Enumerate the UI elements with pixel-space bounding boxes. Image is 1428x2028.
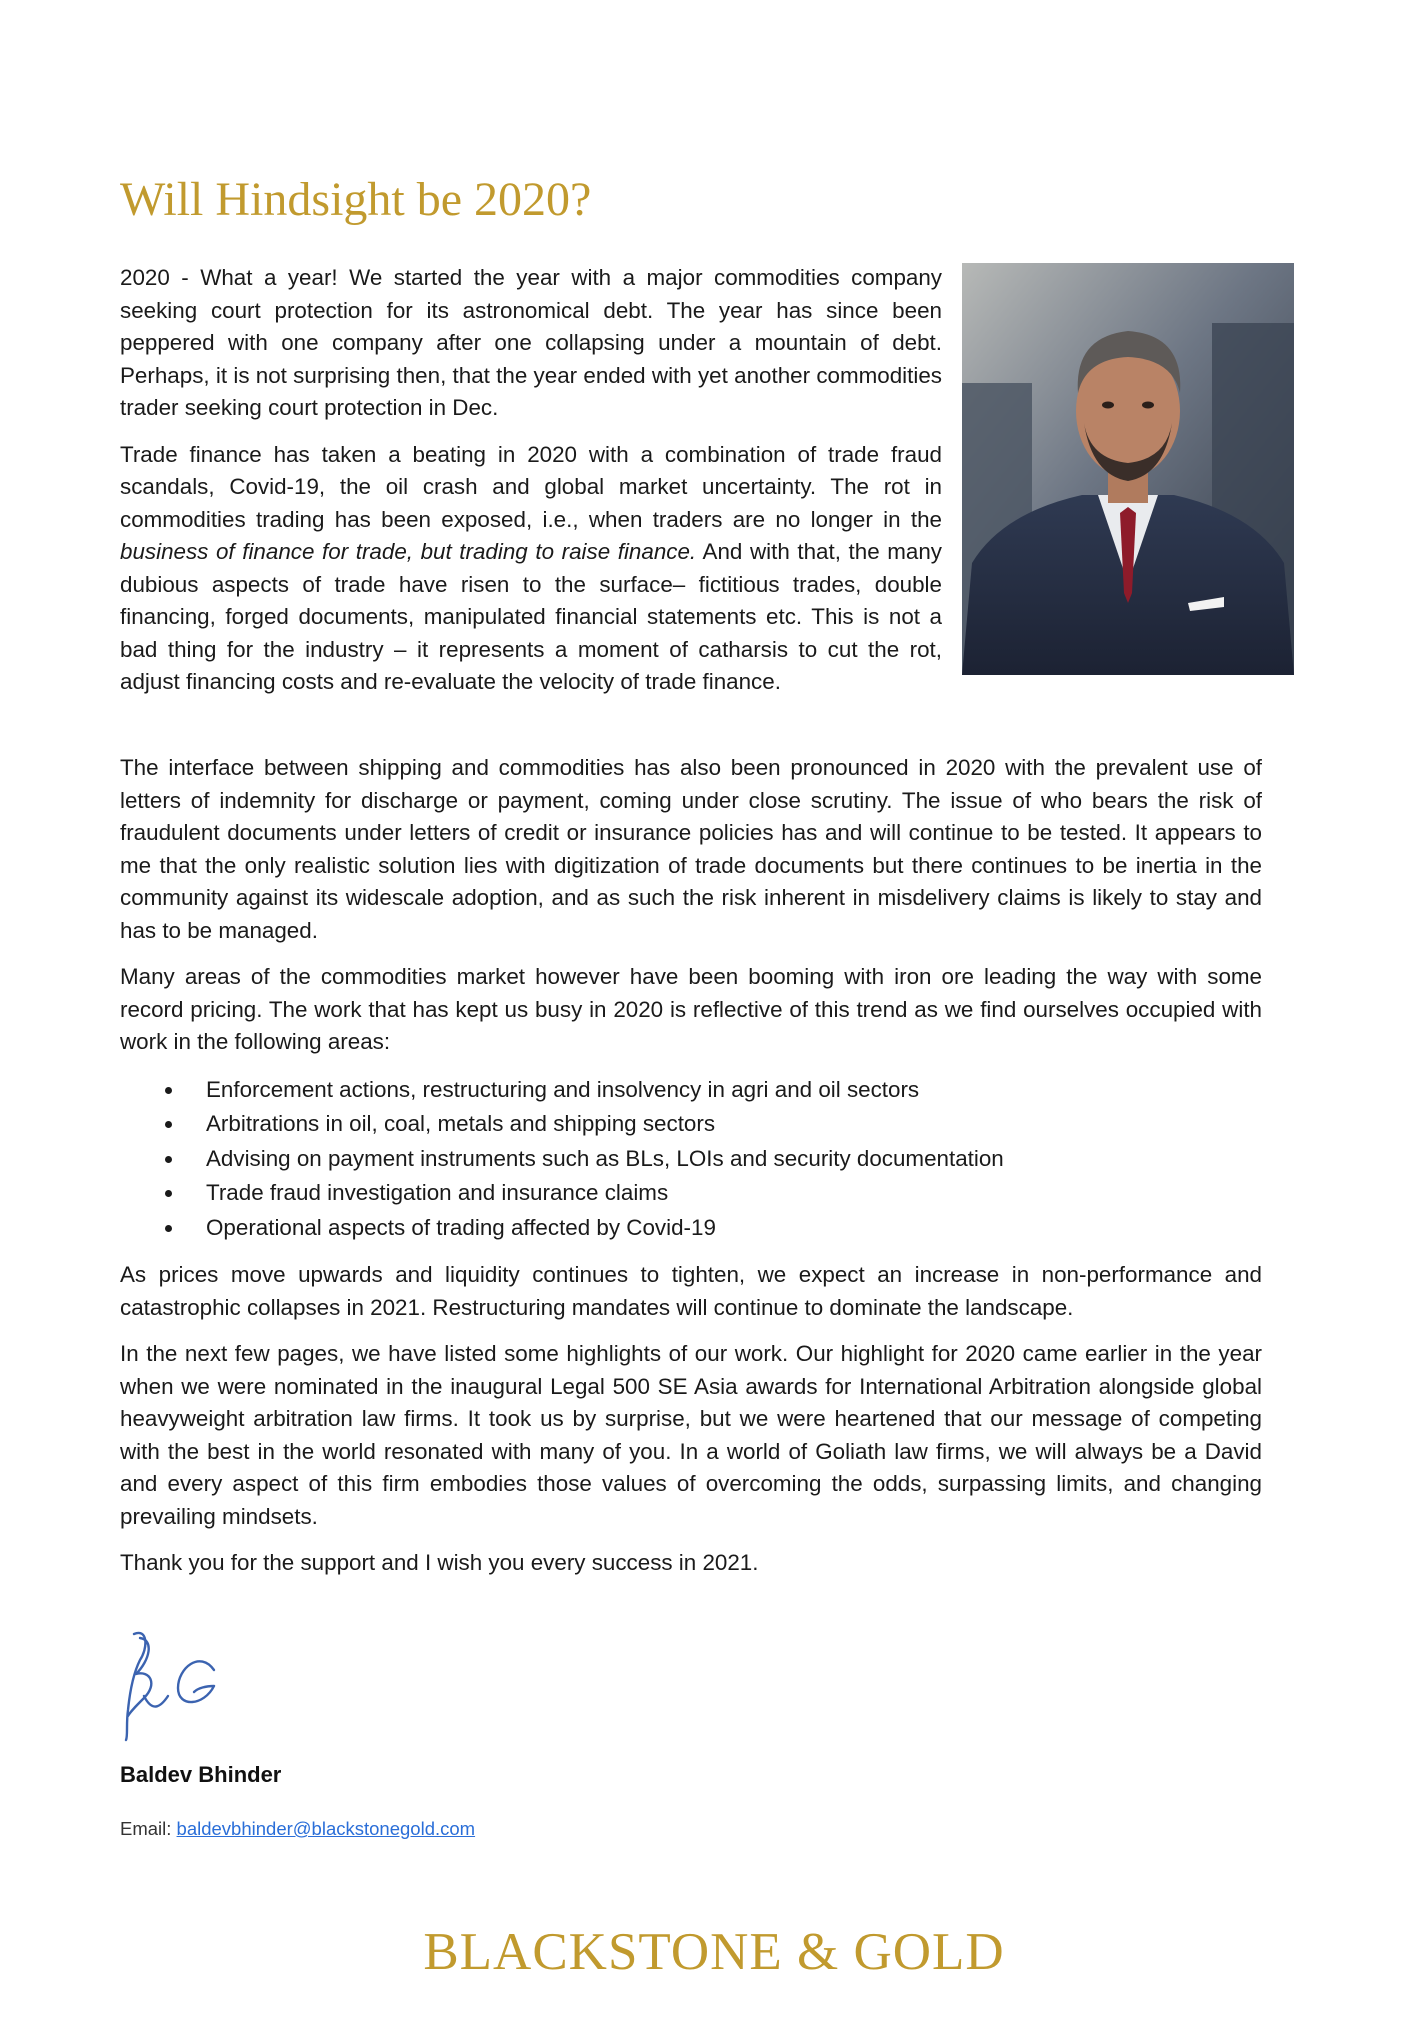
- shipping-paragraph: The interface between shipping and commodities has also been pronounced in 2020 with the prevalent use of letters of indemnity for discharge or payment, coming under close scrutiny. The issue of who bears the risk of fraudulent documents under letters of credit or insurance policies has and will continue to be tested. It appears to me that the only realistic solution lies with digitization of trade documents but there continues to be inertia in the community against its widescale adoption, and as such the risk inherent in misdelivery claims is likely to stay and has to be managed.: [120, 755, 1262, 943]
- bullet-icon: [165, 1225, 172, 1232]
- emphasis-text: business of finance for trade, but trading to raise finance.: [120, 539, 697, 564]
- market-paragraph: Many areas of the commodities market however have been booming with iron ore leading the way with some record pricing. The work that has kept us busy in 2020 is reflective of this trend as we find ourselves occupied with work in the following areas:: [120, 964, 1262, 1054]
- thanks-paragraph: Thank you for the support and I wish you every success in 2021.: [120, 1550, 759, 1575]
- list-item: Enforcement actions, restructuring and insolvency in agri and oil sectors: [120, 1073, 1262, 1108]
- email-link[interactable]: baldevbhinder@blackstonegold.com: [176, 1818, 476, 1839]
- intro-paragraph: 2020 - What a year! We started the year with a major commodities company seeking court protection for its astronomical debt. The year has since been peppered with one company after one collapsing under a mountain of debt. Perhaps, it is not surprising then, that the year ended with yet another commodities trader seeking court protection in Dec.: [120, 265, 942, 420]
- list-item: Operational aspects of trading affected by Covid-19: [120, 1211, 1262, 1246]
- bullet-icon: [165, 1190, 172, 1197]
- bullet-icon: [165, 1121, 172, 1128]
- page-title: Will Hindsight be 2020?: [120, 173, 592, 226]
- email-line: [120, 1818, 475, 1840]
- email-label: Email:: [120, 1818, 177, 1839]
- bullet-icon: [165, 1087, 172, 1094]
- highlights-paragraph: In the next few pages, we have listed some highlights of our work. Our highlight for 2020 came earlier in the year when we were nominated in the inaugural Legal 500 SE Asia awards for International Arbitration alongside global heavyweight arbitration law firms. It took us by surprise, but we were heartened that our message of competing with the best in the world resonated with many of you. In a world of Goliath law firms, we will always be a David and every aspect of this firm embodies those values of overcoming the odds, surpassing limits, and changing prevailing mindsets.: [120, 1341, 1262, 1529]
- body-section: [120, 752, 1262, 1594]
- outlook-paragraph: As prices move upwards and liquidity continues to tighten, we expect an increase in non-performance and catastrophic collapses in 2021. Restructuring mandates will continue to dominate the landscape.: [120, 1262, 1262, 1320]
- bullet-icon: [165, 1156, 172, 1163]
- trade-finance-paragraph: Trade finance has taken a beating in 2020 with a combination of trade fraud scandals, Covid-19, the oil crash and global market uncertainty. The rot in commodities trading has been exposed, i.e., when traders are no longer in the business of finance for trade, but trading to raise finance. And with that, the many dubious aspects of trade have risen to the surface– fictitious trades, double financing, forged documents, manipulated financial statements etc. This is not a bad thing for the industry – it represents a moment of catharsis to cut the rot, adjust financing costs and re-evaluate the velocity of trade finance.: [120, 441, 942, 694]
- author-photo: [962, 263, 1294, 675]
- handwritten-signature-icon: [114, 1626, 232, 1744]
- author-name: Baldev Bhinder: [120, 1762, 282, 1787]
- intro-section: [120, 262, 942, 713]
- list-item: Advising on payment instruments such as BLs, LOIs and security documentation: [120, 1142, 1262, 1177]
- list-item: Arbitrations in oil, coal, metals and shipping sectors: [120, 1107, 1262, 1142]
- firm-logo-wordmark: BLACKSTONE & GOLD: [423, 1923, 1005, 1981]
- portrait-image: [962, 263, 1294, 675]
- work-areas-list: [120, 1073, 1262, 1246]
- list-item: Trade fraud investigation and insurance claims: [120, 1176, 1262, 1211]
